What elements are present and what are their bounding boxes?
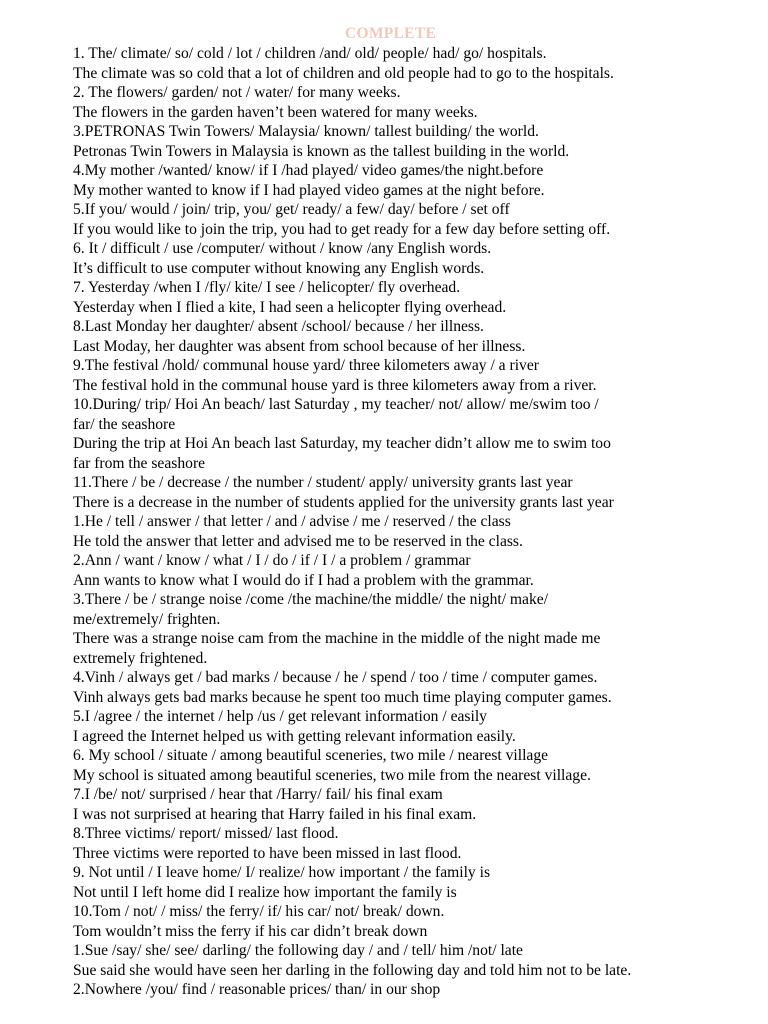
answer-line: Tom wouldn’t miss the ferry if his car didn’t break down — [73, 922, 428, 940]
answer-line: My mother wanted to know if I had played video games at the night before. — [73, 181, 545, 199]
prompt-line: 10.During/ trip/ Hoi An beach/ last Saturday , my teacher/ not/ allow/ me/swim too / — [73, 396, 599, 413]
prompt-line: 1.Sue /say/ she/ see/ darling/ the following day / and / tell/ him /not/ late — [73, 942, 523, 959]
prompt-line: 3.There / be / strange noise /come /the machine/the middle/ the night/ make/ — [73, 591, 549, 608]
prompt-line: 4.My mother /wanted/ know/ if I /had played/ video games/the night.before — [73, 162, 544, 179]
page-title: COMPLETE — [345, 25, 437, 42]
prompt-line: 2.Ann / want / know / what / I / do / if / I / a problem / grammar — [73, 552, 471, 569]
answer-line: Three victims were reported to have been missed in last flood. — [73, 844, 462, 862]
prompt-line: 10.Tom / not/ / miss/ the ferry/ if/ his car/ not/ break/ down. — [73, 903, 445, 920]
answer-line: My school is situated among beautiful sceneries, two mile from the nearest village. — [73, 766, 591, 784]
answer-line: It’s difficult to use computer without knowing any English words. — [73, 259, 485, 277]
answer-line: Petronas Twin Towers in Malaysia is known as the tallest building in the world. — [73, 142, 570, 160]
prompt-line: 2.Nowhere /you/ find / reasonable prices/ than/ in our shop — [73, 981, 441, 998]
prompt-line: 5.I /agree / the internet / help /us / get relevant information / easily — [73, 708, 487, 725]
exercise-lines — [73, 44, 763, 1000]
answer-line: The festival hold in the communal house yard is three kilometers away from a river. — [73, 376, 597, 394]
answer-line: I agreed the Internet helped us with getting relevant information easily. — [73, 727, 516, 745]
prompt-line: 1.He / tell / answer / that letter / and / advise / me / reserved / the class — [73, 513, 511, 530]
prompt-line: 8.Three victims/ report/ missed/ last flood. — [73, 825, 339, 842]
prompt-line: 6. It / difficult / use /computer/ without / know /any English words. — [73, 240, 492, 257]
answer-line: Sue said she would have seen her darling in the following day and told him not to be late. — [73, 961, 632, 979]
prompt-line: far/ the seashore — [73, 415, 176, 433]
answer-line: Vinh always gets bad marks because he spent too much time playing computer games. — [73, 688, 612, 706]
answer-line: During the trip at Hoi An beach last Saturday, my teacher didn’t allow me to swim too — [73, 435, 611, 452]
prompt-line: 3.PETRONAS Twin Towers/ Malaysia/ known/ tallest building/ the world. — [73, 123, 539, 140]
answer-line: The flowers in the garden haven’t been watered for many weeks. — [73, 103, 478, 121]
answer-line: I was not surprised at hearing that Harry failed in his final exam. — [73, 805, 477, 823]
prompt-line: 6. My school / situate / among beautiful sceneries, two mile / nearest village — [73, 747, 549, 764]
answer-line: There is a decrease in the number of students applied for the university grants last year — [73, 493, 614, 511]
prompt-line: 9. Not until / I leave home/ I/ realize/ how important / the family is — [73, 864, 491, 881]
answer-line: Not until I left home did I realize how important the family is — [73, 883, 457, 901]
prompt-line: 9.The festival /hold/ communal house yard/ three kilometers away / a river — [73, 357, 539, 374]
answer-line: There was a strange noise cam from the machine in the middle of the night made me — [73, 630, 601, 647]
prompt-line: 2. The flowers/ garden/ not / water/ for many weeks. — [73, 84, 401, 101]
answer-line: Ann wants to know what I would do if I had a problem with the grammar. — [73, 571, 534, 589]
prompt-line: 1. The/ climate/ so/ cold / lot / children /and/ old/ people/ had/ go/ hospitals. — [73, 45, 547, 62]
prompt-line: 4.Vinh / always get / bad marks / because / he / spend / too / time / computer games. — [73, 669, 598, 686]
prompt-line: 8.Last Monday her daughter/ absent /school/ because / her illness. — [73, 318, 484, 335]
answer-line: If you would like to join the trip, you had to get ready for a few day before setting off. — [73, 220, 611, 238]
answer-line: The climate was so cold that a lot of children and old people had to go to the hospitals. — [73, 64, 614, 82]
answer-line: Yesterday when I flied a kite, I had seen a helicopter flying overhead. — [73, 298, 507, 316]
prompt-line: me/extremely/ frighten. — [73, 610, 221, 628]
prompt-line: 5.If you/ would / join/ trip, you/ get/ ready/ a few/ day/ before / set off — [73, 201, 510, 218]
answer-line: extremely frightened. — [73, 649, 208, 667]
prompt-line: 7.I /be/ not/ surprised / hear that /Harry/ fail/ his final exam — [73, 786, 443, 803]
prompt-line: 11.There / be / decrease / the number / student/ apply/ university grants last year — [73, 474, 573, 491]
answer-line: far from the seashore — [73, 454, 206, 472]
prompt-line: 7. Yesterday /when I /fly/ kite/ I see / helicopter/ fly overhead. — [73, 279, 461, 296]
answer-line: Last Moday, her daughter was absent from school because of her illness. — [73, 337, 526, 355]
answer-line: He told the answer that letter and advised me to be reserved in the class. — [73, 532, 523, 550]
